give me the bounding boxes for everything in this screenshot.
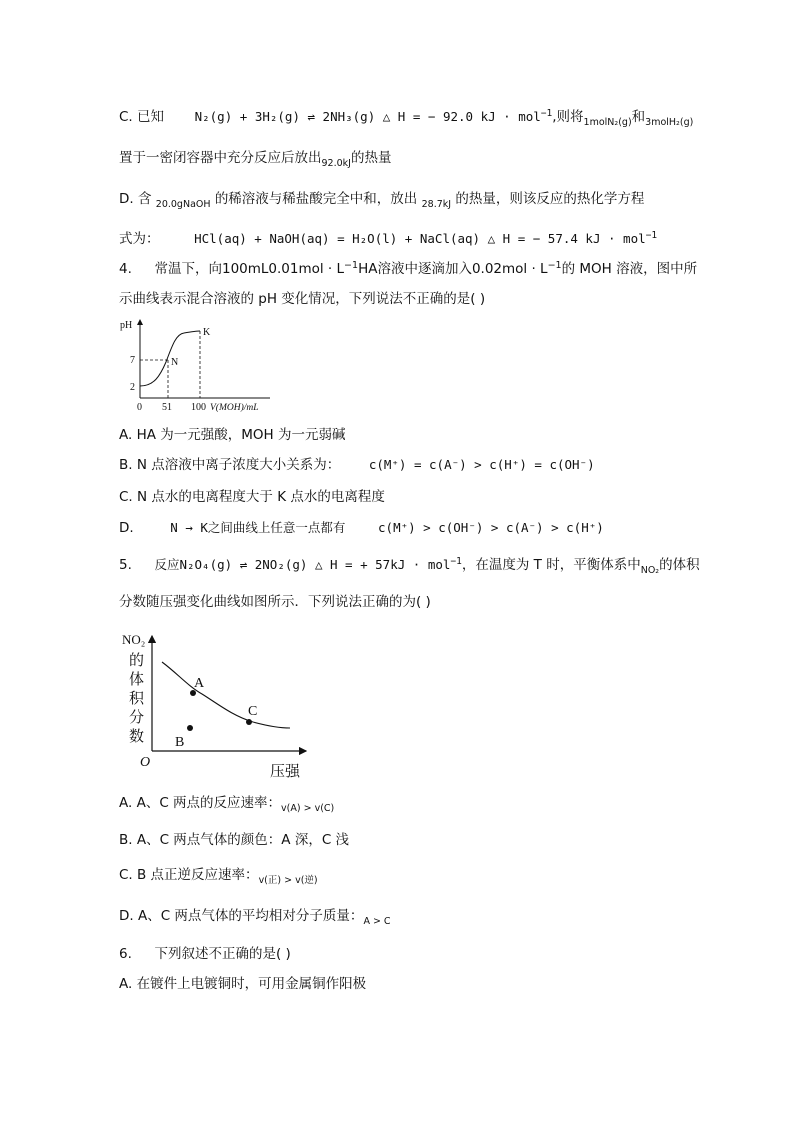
tick-100: 100 [191, 402, 206, 413]
text: N → K之间曲线上任意一点都有 [170, 520, 346, 535]
q4-option-b [119, 455, 595, 475]
text: 的热量，则该反应的热化学方程 [455, 191, 645, 207]
equation: HCl(aq) + NaOH(aq) = H₂O(l) + NaCl(aq) △ H = − 57.4 kJ · mol [194, 231, 646, 246]
equation: c(M⁺) > c(OH⁻) > c(A⁻) > c(H⁺) [378, 520, 604, 535]
point-b-label: B [175, 735, 185, 750]
point-b [187, 725, 193, 731]
question-number: 5. [119, 557, 132, 573]
y-label-char: 的 [129, 653, 145, 669]
q3-option-c-line2 [119, 148, 391, 170]
y-axis-label: pH [120, 320, 133, 331]
q4-option-a [119, 425, 345, 445]
text: 的体积 [659, 557, 700, 573]
text: ，在温度为 T 时，平衡体系中 [461, 557, 641, 573]
text: 分数随压强变化曲线如图所示．下列说法正确的为( ) [119, 594, 431, 610]
y-label-char: 体 [129, 672, 145, 688]
origin-label: O [140, 755, 151, 770]
q5-option-a [119, 793, 334, 815]
no2: NO₂ [640, 565, 660, 576]
sup: −1 [547, 260, 562, 271]
text: 置于一密闭容器中充分反应后放出 [119, 150, 322, 166]
text: C. B 点正逆反应速率： [119, 867, 259, 883]
point-c-label: C [248, 704, 258, 719]
q3-option-d-line2 [119, 229, 657, 251]
point-c [246, 719, 252, 725]
tick-2: 2 [130, 382, 135, 393]
tick-7: 7 [130, 355, 135, 366]
option-label: C. 已知 [119, 109, 165, 125]
ph-curve [140, 331, 200, 386]
question-number: 4. [119, 261, 132, 277]
equation: N₂(g) + 3H₂(g) ⇌ 2NH₃(g) △ H = − 92.0 kJ · mol [194, 109, 541, 124]
text: D. A、C 两点气体的平均相对分子质量： [119, 908, 364, 924]
equation-sup: −1 [540, 108, 553, 119]
text: A. HA 为一元强酸，MOH 为一元弱碱 [119, 427, 346, 443]
text: A. 在镀件上电镀铜时，可用金属铜作阳极 [119, 976, 367, 992]
equilibrium-curve [162, 662, 290, 728]
point-k-label: K [203, 327, 211, 338]
equation-sup: −1 [645, 230, 658, 241]
y-label-char: 数 [129, 729, 145, 745]
q6-stem [119, 944, 291, 964]
q4-stem-line1 [119, 259, 697, 281]
amount-n2: 1molN₂(g) [583, 117, 632, 128]
sup: −1 [344, 260, 359, 271]
text: C. N 点水的电离程度大于 K 点水的电离程度 [119, 489, 385, 505]
y-label-no2: NO₂ [122, 632, 146, 647]
x-axis-label: 压强 [270, 764, 301, 780]
text: HA溶液中逐滴加入0.02mol · L [358, 261, 548, 277]
y-label-char: 积 [129, 691, 145, 707]
text: 的 MOH 溶液，图中所 [561, 261, 698, 277]
point-a-label: A [194, 676, 205, 691]
equation: v(A) > v(C) [281, 803, 335, 814]
text: B. N 点溶液中离子浓度大小关系为： [119, 457, 341, 473]
q4-option-c [119, 487, 385, 507]
point-n-label: N [171, 357, 179, 368]
equation: v(正) > v(逆) [258, 875, 318, 886]
text: 下列叙述不正确的是( ) [154, 946, 291, 962]
q5-stem-line1 [119, 555, 700, 577]
origin-label: 0 [137, 402, 142, 413]
q3-option-d-line1 [119, 189, 644, 211]
option-label: D. [119, 520, 134, 536]
option-label: D. 含 [119, 191, 152, 207]
heat-value: 28.7kJ [421, 199, 452, 210]
x-axis-label: V(MOH)/mL [210, 403, 259, 413]
equation: c(M⁺) = c(A⁻) > c(H⁺) = c(OH⁻) [368, 457, 595, 472]
question-number: 6. [119, 946, 132, 962]
q5-option-c [119, 865, 318, 887]
text: 示曲线表示混合溶液的 pH 变化情况，下列说法不正确的是( ) [119, 291, 486, 307]
equation: A > C [363, 916, 391, 927]
q5-no2-graph [118, 626, 318, 781]
mass-value: 20.0gNaOH [155, 199, 211, 210]
q4-ph-graph [118, 316, 278, 416]
tick-51: 51 [162, 402, 172, 413]
sup: −1 [450, 556, 462, 567]
q5-option-b [119, 830, 349, 850]
heat-value: 92.0kJ [321, 158, 351, 169]
q4-option-d [119, 518, 604, 538]
text: 常温下，向100mL0.01mol · L [154, 261, 345, 277]
q3-option-c-line1 [119, 107, 693, 129]
text: ,则将 [552, 109, 584, 125]
q4-stem-line2 [119, 289, 485, 309]
text: 式为： [119, 231, 160, 247]
text: 的热量 [350, 150, 392, 166]
q6-option-a [119, 974, 366, 994]
text: 和 [631, 109, 646, 125]
q5-option-d [119, 906, 391, 928]
q5-stem-line2 [119, 592, 431, 612]
text: A. A、C 两点的反应速率： [119, 795, 282, 811]
text: 的稀溶液与稀盐酸完全中和，放出 [214, 191, 418, 207]
equation: 反应N₂O₄(g) ⇌ 2NO₂(g) △ H = + 57kJ · mol [154, 557, 451, 572]
amount-h2: 3molH₂(g) [645, 117, 694, 128]
text: B. A、C 两点气体的颜色：A 深，C 浅 [119, 832, 350, 848]
y-label-char: 分 [129, 710, 145, 726]
